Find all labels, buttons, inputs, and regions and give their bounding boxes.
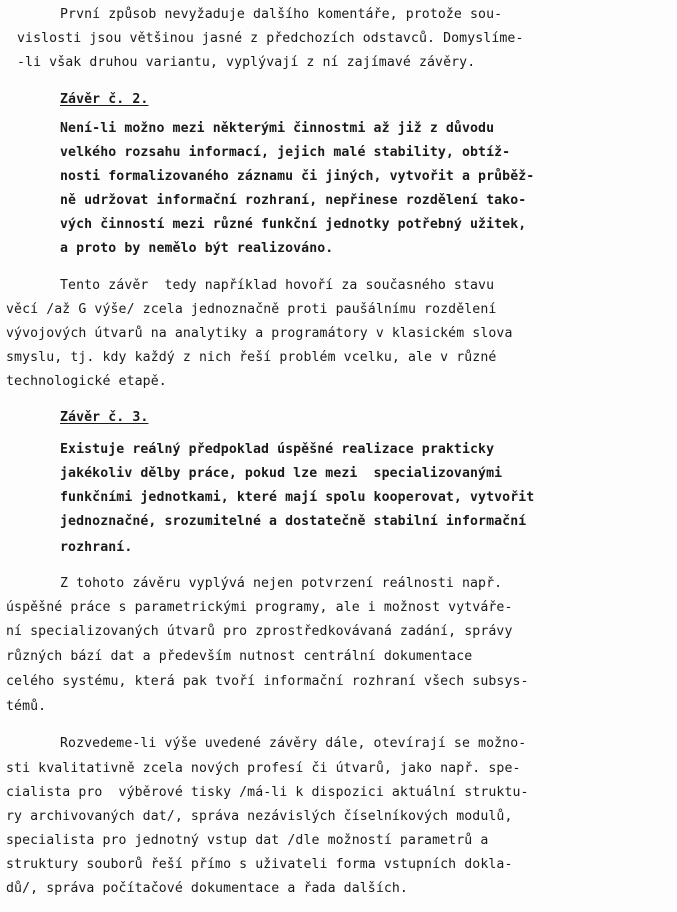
text-line: vých činností mezi různé funkční jednotky potřebný užitek, (60, 217, 527, 232)
text-line: věcí /až G výše/ zcela jednoznačně proti paušálnímu rozdělení (6, 302, 497, 317)
text-line: nosti formalizovaného záznamu či jiných, vytvořit a průběž- (60, 169, 535, 184)
text-line: struktury souborů řeší přímo s uživateli forma vstupních dokla- (6, 857, 513, 872)
text-line: a proto by nemělo být realizováno. (60, 241, 334, 256)
section-heading: Závěr č. 2. (60, 92, 149, 107)
text-line: První způsob nevyžaduje dalšího komentáře, protože sou- (60, 7, 503, 22)
text-line: funkčními jednotkami, které mají spolu kooperovat, vytvořit (60, 490, 535, 505)
text-line: Z tohoto závěru vyplývá nejen potvrzení reálnosti např. (60, 576, 503, 591)
text-line: Existuje reálný předpoklad úspěšné realizace prakticky (60, 442, 495, 457)
text-line: jednoznačné, srozumitelné a dostatečně stabilní informační (60, 514, 527, 529)
text-line: různých bází dat a především nutnost centrální dokumentace (6, 649, 473, 664)
text-line: Není-li možno mezi některými činnostmi až již z důvodu (60, 121, 495, 136)
text-line: Tento závěr tedy například hovoří za současného stavu (60, 278, 495, 293)
text-line: ry archivovaných dat/, správa nezávislých číselníkových modulů, (6, 809, 513, 824)
text-line: vislosti jsou většinou jasné z předchozích odstavců. Domyslíme- (17, 31, 524, 46)
text-line: velkého rozsahu informací, jejich malé stability, obtíž- (60, 145, 511, 160)
text-line: dů/, správa počítačové dokumentace a řada dalších. (6, 881, 408, 896)
text-line: celého systému, která pak tvoří informační rozhraní všech subsys- (6, 674, 529, 689)
text-line: ní specializovaných útvarů pro zprostředkovávaná zadání, správy (6, 624, 513, 639)
text-line: smyslu, tj. kdy každý z nich řeší problém vcelku, ale v různé (6, 350, 497, 365)
text-line: cialista pro výběrové tisky /má-li k dispozici aktuální struktu- (6, 785, 529, 800)
text-line: specialista pro jednotný vstup dat /dle možností parametrů a (6, 833, 489, 848)
text-line: úspěšné práce s parametrickými programy, ale i možnost vytváře- (6, 600, 513, 615)
text-line: rozhraní. (60, 540, 133, 555)
text-line: technologické etapě. (6, 374, 167, 389)
text-line: vývojových útvarů na analytiky a programátory v klasickém slova (6, 326, 513, 341)
text-line: Rozvedeme-li výše uvedené závěry dále, otevírají se možno- (60, 736, 527, 751)
text-line: ně udržovat informační rozhraní, nepřinese rozdělení tako- (60, 193, 527, 208)
text-line: témů. (6, 699, 47, 714)
section-heading: Závěr č. 3. (60, 410, 149, 425)
text-line: sti kvalitativně zcela nových profesí či útvarů, jako např. spe- (6, 761, 521, 776)
text-line: jakékoliv dělby práce, pokud lze mezi specializovanými (60, 466, 503, 481)
text-line: -li však druhou variantu, vyplývají z ní zajímavé závěry. (17, 55, 476, 70)
